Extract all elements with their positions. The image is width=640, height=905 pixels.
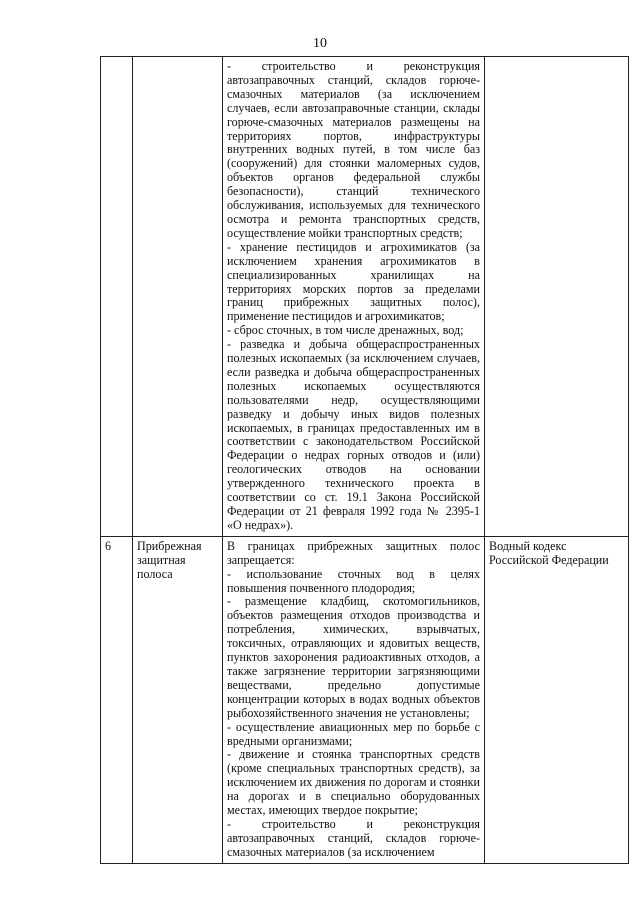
row-number-cell: 6 [101, 536, 133, 863]
restrictions-cell [223, 57, 485, 537]
restriction-paragraph: - строительство и реконструкция автозаправочных станций, складов горюче-смазочных материалов (за исключением случаев, если автозаправочные станции, склады горюче-смазочных материалов размещены на территориях портов, инфраструктуры внутренних водных путей, в том числе баз (сооружений) для стоянки маломерных судов, объектов органов федеральной службы безопасности), станций технического обслуживания, используемых для технического осмотра и ремонта транспортных средств, осуществление мойки транспортных средств; [227, 59, 480, 240]
restriction-paragraph: - сброс сточных, в том числе дренажных, вод; [227, 323, 464, 338]
table-row [101, 536, 629, 863]
restriction-paragraph: - хранение пестицидов и агрохимикатов (за исключением хранения агрохимикатов в специализированных хранилищах на территориях морских портов за пределами границ прибрежных защитных полос), применение пестицидов и агрохимикатов; [227, 239, 480, 324]
page-number: 10 [313, 36, 327, 51]
zone-name-cell: Прибрежная защитная полоса [133, 536, 223, 863]
table-row [101, 57, 629, 537]
restriction-paragraph: - использование сточных вод в целях повышения почвенного плодородия; [227, 566, 480, 595]
restriction-paragraph: - разведка и добыча общераспространенных полезных ископаемых (за исключением случаев, если разведка и добыча общераспространенных полезных ископаемых осуществляются пользователями недр, осуществляющими разведку и добычу иных видов полезных ископаемых, в границах предоставленных им в соответствии с законодательством Российской Федерации о недрах горных отводов и (или) геологических отводов на основании утвержденного технического проекта в соответствии со ст. 19.1 Закона Российской Федерации от 21 февраля 1992 года № 2395-1 «О недрах»). [227, 337, 480, 532]
restriction-paragraph: В границах прибрежных защитных полос запрещается: [227, 538, 480, 567]
law-reference-cell [485, 57, 629, 537]
row-number-cell [101, 57, 133, 537]
restrictions-table [100, 56, 629, 864]
law-reference-cell: Водный кодекс Российской Федерации [485, 536, 629, 863]
restriction-paragraph: - движение и стоянка транспортных средств (кроме специальных транспортных средств), за исключением их движения по дорогам и стоянки на дорогах и в специально оборудованных местах, имеющих твердое покрытие; [227, 747, 480, 818]
restriction-paragraph: - строительство и реконструкция автозаправочных станций, складов горюче-смазочных материалов (за исключением [227, 816, 480, 859]
restrictions-cell [223, 536, 485, 863]
zone-name-cell [133, 57, 223, 537]
restriction-paragraph: - размещение кладбищ, скотомогильников, объектов размещения отходов производства и потребления, химических, взрывчатых, токсичных, отравляющих и ядовитых веществ, пунктов захоронения радиоактивных отходов, а также загрязнение территории загрязняющими веществами, предельно допустимые концентрации которых в водах водных объектов рыбохозяйственного значения не установлены; [227, 594, 480, 720]
restriction-paragraph: - осуществление авиационных мер по борьбе с вредными организмами; [227, 719, 480, 748]
